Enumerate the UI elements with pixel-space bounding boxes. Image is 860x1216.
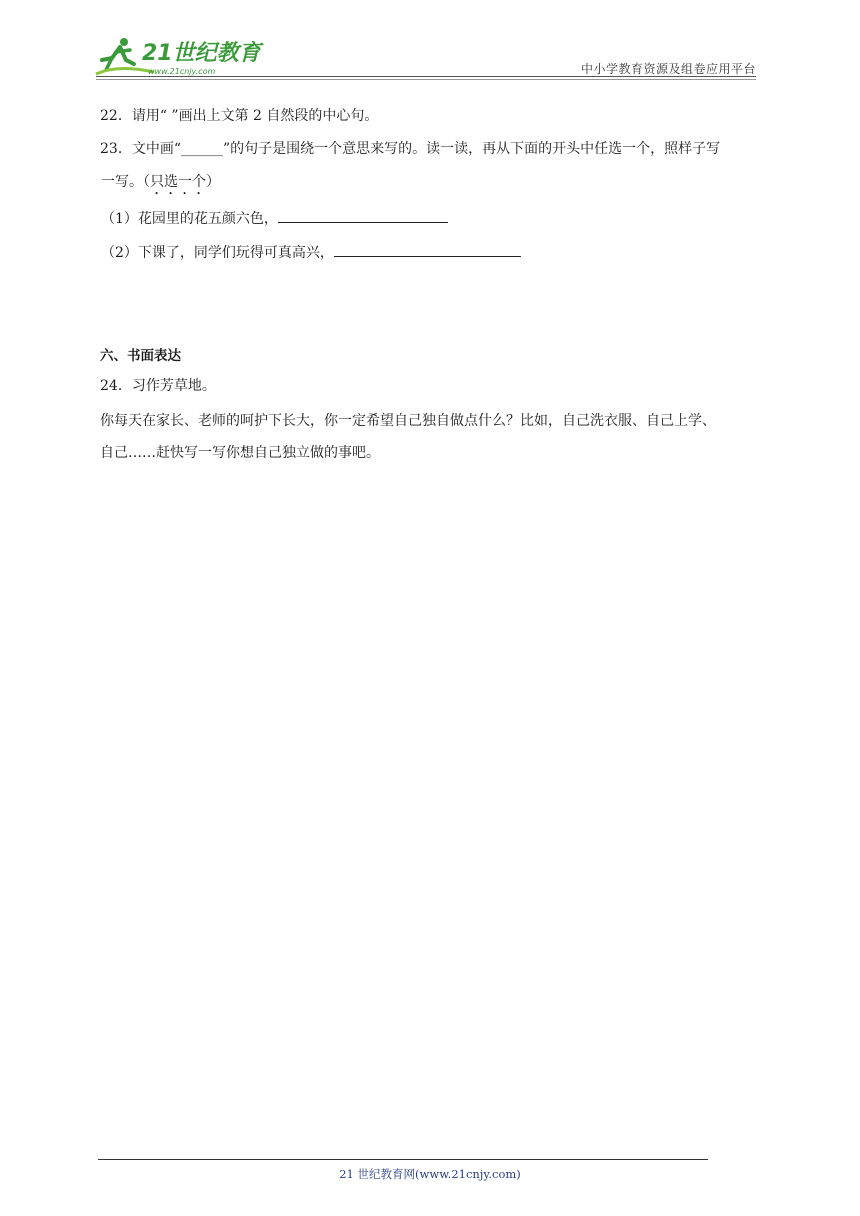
logo-url-text: www.21cnjy.com: [148, 67, 216, 76]
section-6-title: 六、书面表达: [100, 348, 181, 364]
question-23-emphasis: 只选一个: [150, 174, 206, 190]
option-2-answer-blank[interactable]: [334, 242, 521, 257]
option-1-text: （1）花园里的花五颜六色，: [101, 211, 278, 227]
question-23-cont-b: ）: [206, 174, 220, 190]
writing-prompt-line-1: 你每天在家长、老师的呵护下长大，你一定希望自己独自做点什么？比如，自己洗衣服、自己上学、: [100, 413, 716, 429]
question-23-option-2: [101, 242, 521, 263]
question-22: 22．请用“ ”画出上文第 2 自然段的中心句。: [100, 108, 379, 124]
footer-divider: [98, 1159, 708, 1160]
question-23-continuation: [101, 172, 220, 198]
site-logo: [94, 34, 264, 80]
header-divider-thin: [96, 79, 756, 80]
option-1-answer-blank[interactable]: [278, 208, 448, 223]
question-23-option-1: [101, 208, 448, 229]
question-23: 23．文中画“______”的句子是围绕一个意思来写的。读一读，再从下面的开头中任选一个，照样子写: [100, 141, 721, 157]
header-platform-text: 中小学教育资源及组卷应用平台: [580, 62, 756, 76]
question-23-cont-a: 一写。（: [101, 174, 150, 190]
logo-runner-icon: [94, 34, 264, 80]
option-2-text: （2）下课了，同学们玩得可真高兴，: [101, 245, 334, 261]
question-24: 24．习作芳草地。: [100, 378, 216, 394]
writing-prompt-line-2: 自己……赶快写一写你想自己独立做的事吧。: [100, 445, 380, 461]
logo-text: 21世纪教育: [142, 41, 261, 66]
header-divider: [96, 76, 756, 77]
footer-site-text[interactable]: 21 世纪教育网(www.21cnjy.com): [339, 1167, 521, 1181]
